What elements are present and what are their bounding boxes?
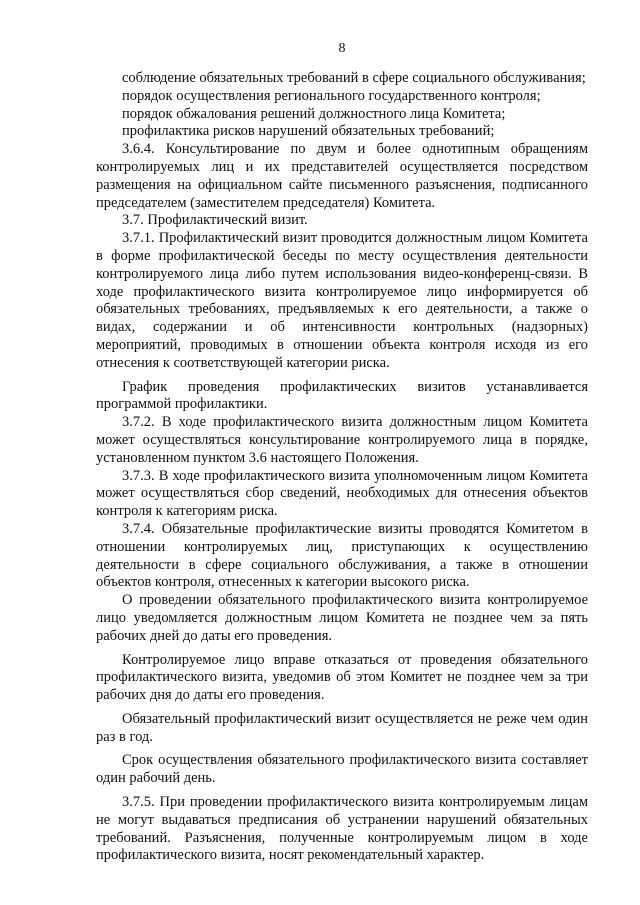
paragraph-7: 3.7.1. Профилактический визит проводится должностным лицом Комитета в форме профилактической беседы по месту осуществления деятельности контролируемого лица либо путем использования видео-конференц-связи. В ходе профилактического визита контролируемое лицо информируется об обязательных требованиях, предъявляемых к его деятельности, а также о видах, содержании и об интенсивности контрольных (надзорных) мероприятий, проводимых в отношении объекта контроля исходя из его отнесения к соответствующей категории риска. bbox=[96, 230, 588, 371]
page-number: 8 bbox=[338, 41, 346, 56]
paragraph-3: порядок обжалования решений должностного лица Комитета; bbox=[122, 105, 506, 122]
paragraph-14: Обязательный профилактический визит осуществляется не реже чем один раз в год. bbox=[96, 710, 588, 745]
document-page bbox=[96, 40, 588, 880]
paragraph-5: 3.6.4. Консультирование по двум и более однотипным обращениям контролируемых лиц и их представителей осуществляется посредством размещения на официальном сайте письменного разъяснения, подписанного председателем (заместителем председателя) Комитета. bbox=[96, 141, 588, 211]
paragraph-15: Срок осуществления обязательного профилактического визита составляет один рабочий день. bbox=[96, 752, 588, 787]
paragraph-11: 3.7.4. Обязательные профилактические визиты проводятся Комитетом в отношении контролируемых лиц, приступающих к осуществлению деятельности в сфере социального обслуживания, а также в отношении объектов контроля, отнесенных к категории высокого риска. bbox=[96, 520, 588, 591]
paragraph-12: О проведении обязательного профилактического визита контролируемое лицо уведомляется должностным лицом Комитета не позднее чем за пять рабочих дней до даты его проведения. bbox=[96, 592, 588, 644]
paragraph-10: 3.7.3. В ходе профилактического визита уполномоченным лицом Комитета может осуществляться сбор сведений, необходимых для отнесения объектов контроля к категориям риска. bbox=[96, 467, 588, 520]
paragraph-6: 3.7. Профилактический визит. bbox=[122, 212, 308, 229]
paragraph-9: 3.7.2. В ходе профилактического визита должностным лицом Комитета может осуществляться консультирование контролируемого лица в порядке, установленном пунктом 3.6 настоящего Положения. bbox=[96, 414, 588, 466]
paragraph-8: График проведения профилактических визитов устанавливается программой профилактики. bbox=[96, 378, 588, 413]
paragraph-16: 3.7.5. При проведении профилактического визита контролируемым лицам не могут выдаваться предписания об устранении нарушений обязательных требований. Разъяснения, полученные контролируемым лицом в ходе профилактического визита, носят рекомендательный характер. bbox=[96, 794, 588, 864]
paragraph-4: профилактика рисков нарушений обязательных требований; bbox=[122, 123, 495, 140]
paragraph-2: порядок осуществления регионального государственного контроля; bbox=[122, 87, 541, 104]
paragraph-1: соблюдение обязательных требований в сфере социального обслуживания; bbox=[122, 70, 586, 86]
paragraph-13: Контролируемое лицо вправе отказаться от проведения обязательного профилактического визита, уведомив об этом Комитет не позднее чем за три рабочих дня до даты его проведения. bbox=[96, 651, 588, 704]
document-body bbox=[96, 70, 588, 865]
